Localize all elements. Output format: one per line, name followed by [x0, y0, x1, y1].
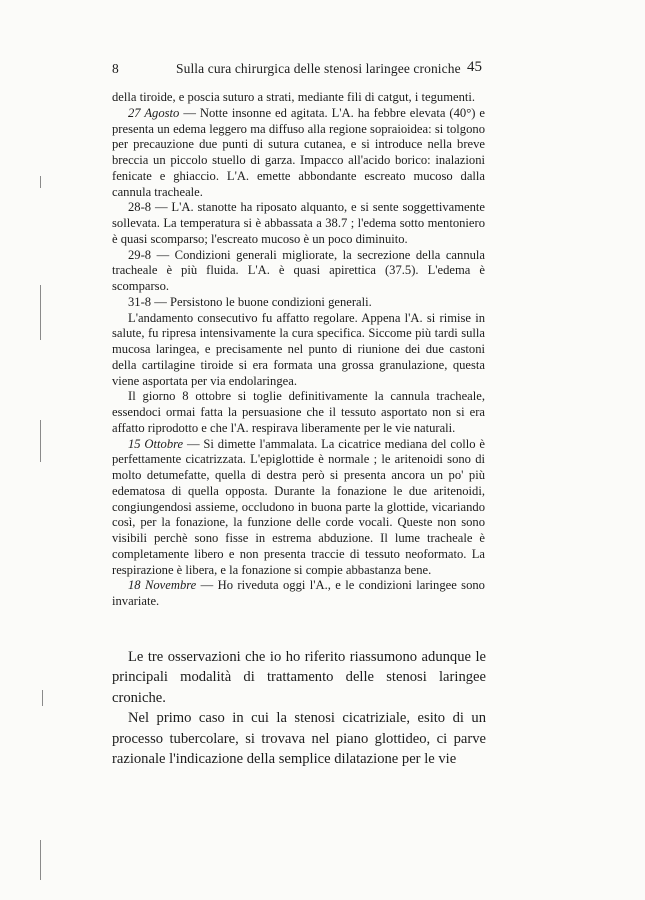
note-text: 29-8 — Condizioni generali migliorate, la secrezione della cannula tracheale è più fluida. L'A. è quasi apirettica (37.5). L'edema è scomparso. — [112, 247, 485, 293]
case-note — [112, 200, 485, 247]
case-note — [112, 248, 485, 295]
note-text: — Notte insonne ed agitata. L'A. ha febbre elevata (40°) e presenta un edema leggero ma diffuso alla regione sopraioidea: si tolgono per precauzione due punti di sutura cutanea, e si introduce nella breve breccia un piccolo stuello di garza. Impacco all'acido borico: inalazioni fenicate e ghiaccio. L'A. emette abbondante escreato mucoso dalla cannula tracheale. — [112, 105, 485, 199]
case-note — [112, 106, 485, 201]
margin-scan-mark — [40, 285, 41, 340]
margin-scan-mark — [40, 420, 41, 462]
note-date: 27 Agosto — [128, 105, 180, 120]
note-text: 31-8 — Persistono le buone condizioni generali. — [128, 294, 372, 309]
discussion — [112, 647, 486, 769]
note-text: Il giorno 8 ottobre si toglie definitivamente la cannula tracheale, essendoci ormai fatta la persuasione che il tessuto asportato non si era affatto riprodotto e che l'A. respirava liberamente per le vie naturali. — [112, 389, 485, 435]
note-text: della tiroide, e poscia suturo a strati, mediante fili di catgut, i tegumenti. — [112, 90, 476, 104]
discussion-paragraph: Le tre osservazioni che io ho riferito riassumono adunque le principali modalità di trattamento delle stenosi laringee croniche. — [112, 649, 486, 706]
case-notes — [112, 90, 485, 610]
running-title: Sulla cura chirurgica delle stenosi laringee croniche — [176, 61, 461, 76]
case-note — [112, 311, 485, 390]
page-number-left: 8 — [112, 61, 119, 76]
note-date: 18 Novembre — [128, 578, 197, 593]
case-note — [112, 389, 485, 436]
note-text: L'andamento consecutivo fu affatto regolare. Appena l'A. si rimise in salute, fu ripresa intensivamente la cura specifica. Siccome più tardi sulla mucosa laringea, e precisamente nel punto di riunione dei due castoni della cartilagine tiroide si era formata una grossa granulazione, questa viene asportata per via endolaringea. — [112, 310, 485, 388]
note-text: — Si dimette l'ammalata. La cicatrice mediana del collo è perfettamente cicatrizzata. L'epiglottide è normale ; le aritenoidi sono di molto detumefatte, quella di destra però si presenta ancora un po' più edematosa di quella opposta. Durante la fonazione le due aritenoidi, congiungendosi assieme, occludono in buona parte la glottide, vicariando così, per la fonazione, la funzione delle corde vocali. Queste non sono visibili perchè sono fisse in estrema abduzione. Il lume tracheale è completamente libero e non presenta traccie di tessuto neoformato. La respirazione è libera, e la fonazione si compie abbastanza bene. — [112, 436, 486, 577]
discussion-paragraph: Nel primo caso in cui la stenosi cicatriziale, esito di un processo tubercolare, si trovava nel piano glottideo, ci parve razionale l'indicazione della semplice dilatazione per le vie — [112, 710, 486, 768]
note-date: 15 Ottobre — [128, 436, 184, 451]
margin-scan-mark — [40, 840, 41, 880]
case-note — [112, 295, 485, 311]
margin-scan-mark — [42, 690, 43, 706]
case-note — [112, 437, 485, 579]
note-text: 28-8 — L'A. stanotte ha riposato alquanto, e si sente soggettivamente sollevata. La temperatura si è abbassata a 38.7 ; l'edema sotto mentoniero è quasi scomparso; l'escreato mucoso è un poco diminuito. — [112, 200, 485, 246]
case-note — [112, 90, 485, 106]
note-text: — Ho riveduta oggi l'A., e le condizioni laringee sono invariate. — [112, 578, 485, 608]
case-note — [112, 578, 485, 610]
page-number-right: 45 — [467, 59, 482, 75]
margin-scan-mark — [40, 176, 41, 188]
